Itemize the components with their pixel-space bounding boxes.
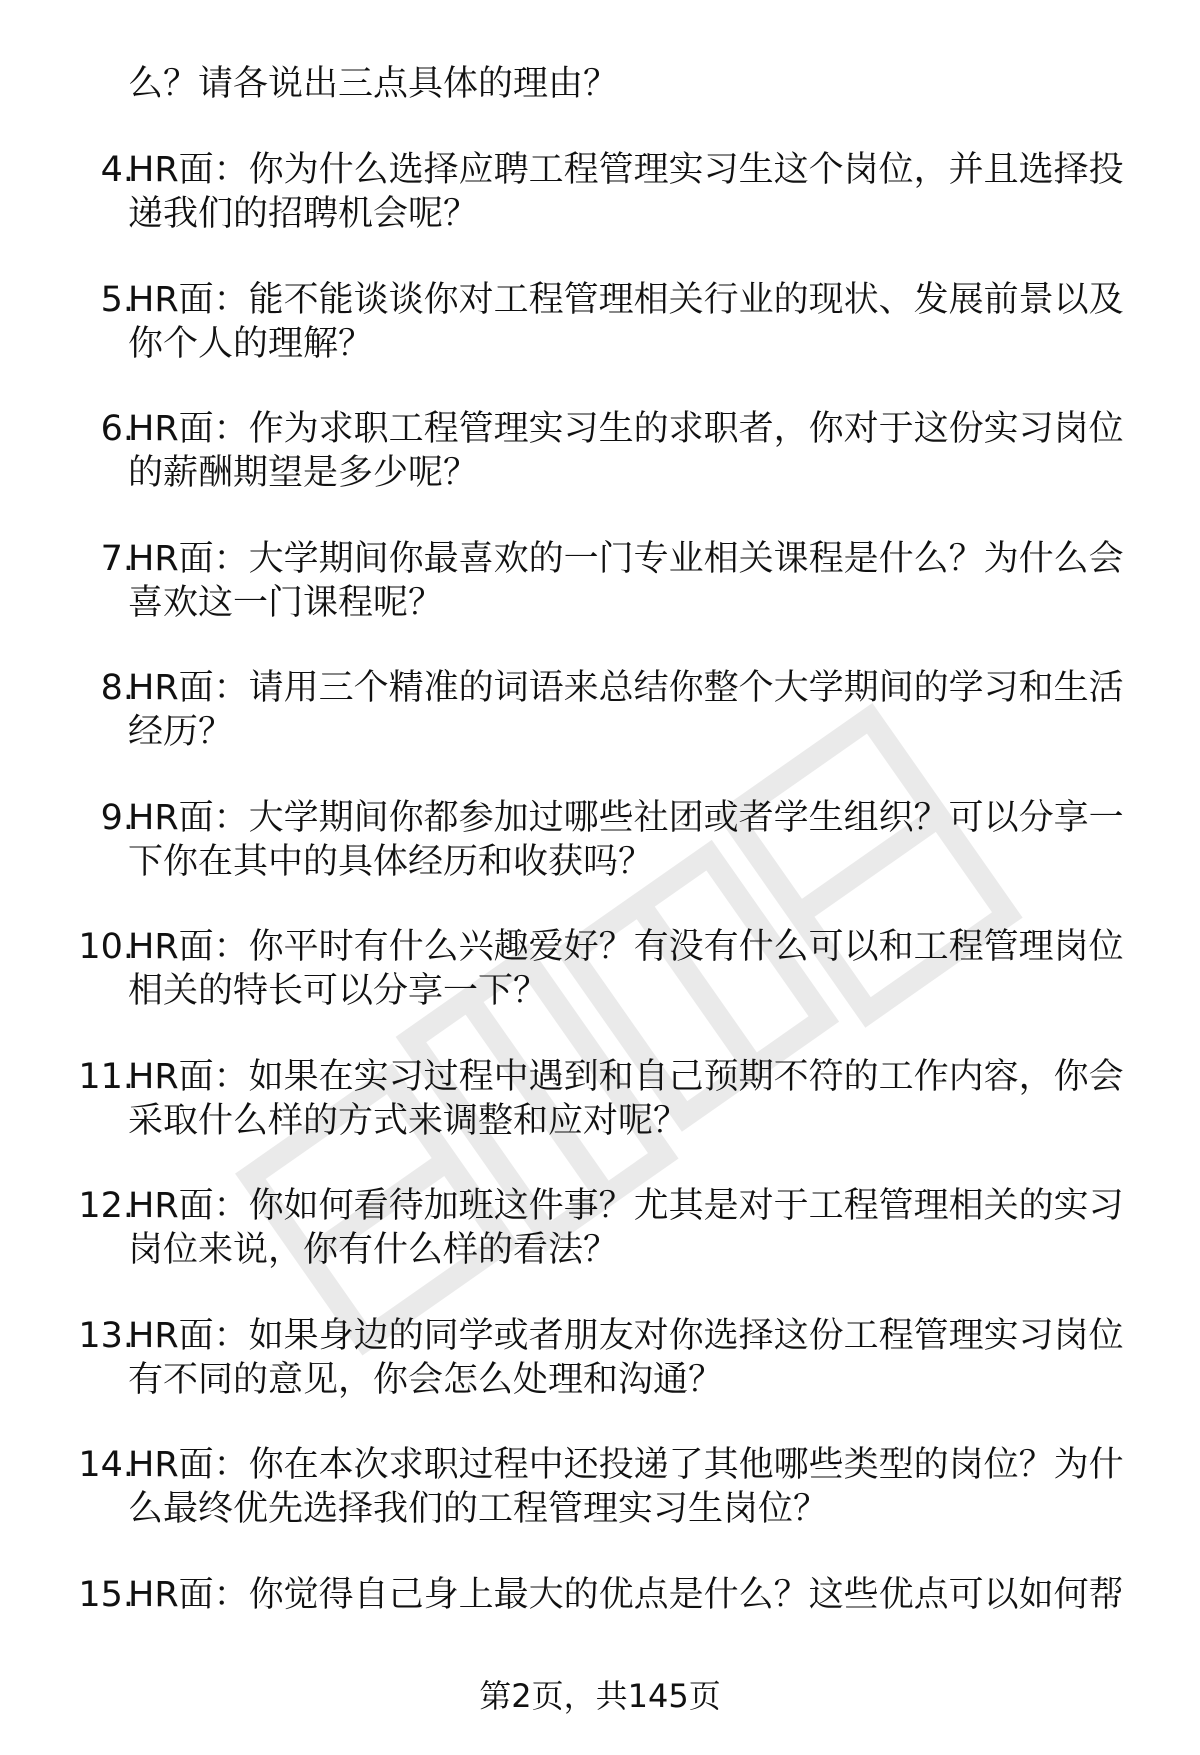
list-item-text	[128, 278, 1158, 366]
question-list	[0, 148, 1200, 1702]
list-item-text	[128, 1443, 1158, 1531]
list-item-number: 6.	[100, 409, 134, 449]
list-item-number: 13.	[78, 1315, 134, 1356]
list-item-line: HR面：你觉得自己身上最大的优点是什么？这些优点可以如何帮	[128, 1574, 1124, 1615]
continuation-line: 么？请各说出三点具体的理由？	[128, 64, 619, 104]
list-item-number: 7.	[100, 538, 134, 579]
list-item	[0, 796, 1200, 926]
list-item-text	[128, 1573, 1158, 1617]
list-item	[0, 148, 1200, 278]
list-item-line: HR面：作为求职工程管理实习生的求职者，你对于这份实习岗位	[128, 409, 1124, 449]
list-item-line: HR面：你为什么选择应聘工程管理实习生这个岗位，并且选择投	[128, 150, 1124, 190]
list-item	[0, 537, 1200, 667]
list-item-line: HR面：如果身边的同学或者朋友对你选择这份工程管理实习岗位	[128, 1315, 1124, 1356]
list-item	[0, 1443, 1200, 1573]
list-item-number: 10.	[78, 927, 134, 967]
list-item	[0, 1055, 1200, 1185]
list-item-text	[128, 148, 1158, 236]
list-item-line: HR面：大学期间你都参加过哪些社团或者学生组织？可以分享一	[128, 797, 1124, 838]
list-item-text	[128, 1184, 1158, 1272]
list-item-line: HR面：你如何看待加班这件事？尤其是对于工程管理相关的实习	[128, 1186, 1124, 1226]
list-item-line: HR面：能不能谈谈你对工程管理相关行业的现状、发展前景以及	[128, 279, 1124, 320]
list-item-line: 经历？	[128, 712, 234, 752]
list-item	[0, 278, 1200, 408]
page-footer: 第2页，共145页	[479, 1677, 721, 1715]
list-item-text	[128, 796, 1158, 884]
list-item-line: HR面：你平时有什么兴趣爱好？有没有什么可以和工程管理岗位	[128, 927, 1124, 967]
list-item-line: 下你在其中的具体经历和收获吗？	[128, 841, 654, 882]
list-item-line: 递我们的招聘机会呢？	[128, 194, 479, 234]
list-item-line: HR面：你在本次求职过程中还投递了其他哪些类型的岗位？为什	[128, 1445, 1124, 1485]
list-item-text	[128, 1055, 1158, 1143]
list-item-number: 14.	[78, 1445, 134, 1485]
list-item-line: 的薪酬期望是多少呢？	[128, 453, 479, 493]
list-item-number: 5.	[100, 279, 134, 320]
list-item-line: 有不同的意见，你会怎么处理和沟通？	[128, 1359, 724, 1400]
list-item-line: 喜欢这一门课程呢？	[128, 582, 444, 623]
list-item	[0, 666, 1200, 796]
list-item	[0, 1314, 1200, 1444]
list-item-line: 岗位来说，你有什么样的看法？	[128, 1230, 619, 1270]
list-item-line: 采取什么样的方式来调整和应对呢？	[128, 1100, 689, 1141]
list-item-text	[128, 537, 1158, 625]
list-item-line: 相关的特长可以分享一下？	[128, 971, 549, 1011]
list-item-line: HR面：大学期间你最喜欢的一门专业相关课程是什么？为什么会	[128, 538, 1124, 579]
list-item-line: HR面：请用三个精准的词语来总结你整个大学期间的学习和生活	[128, 668, 1124, 708]
list-item-number: 8.	[100, 668, 134, 708]
list-item-number: 15.	[78, 1574, 134, 1615]
list-item-number: 4.	[100, 150, 134, 190]
list-item	[0, 407, 1200, 537]
list-item-text	[128, 666, 1158, 754]
list-item-text	[128, 925, 1158, 1013]
list-item-text	[128, 1314, 1158, 1402]
list-item-line: HR面：如果在实习过程中遇到和自己预期不符的工作内容，你会	[128, 1056, 1124, 1097]
list-item-number: 12.	[78, 1186, 134, 1226]
list-item	[0, 925, 1200, 1055]
list-item-number: 11.	[78, 1056, 134, 1097]
list-item-line: 么最终优先选择我们的工程管理实习生岗位？	[128, 1489, 829, 1529]
list-item-text	[128, 407, 1158, 495]
list-item-number: 9.	[100, 797, 134, 838]
list-item-line: 你个人的理解？	[128, 323, 374, 364]
list-item	[0, 1184, 1200, 1314]
